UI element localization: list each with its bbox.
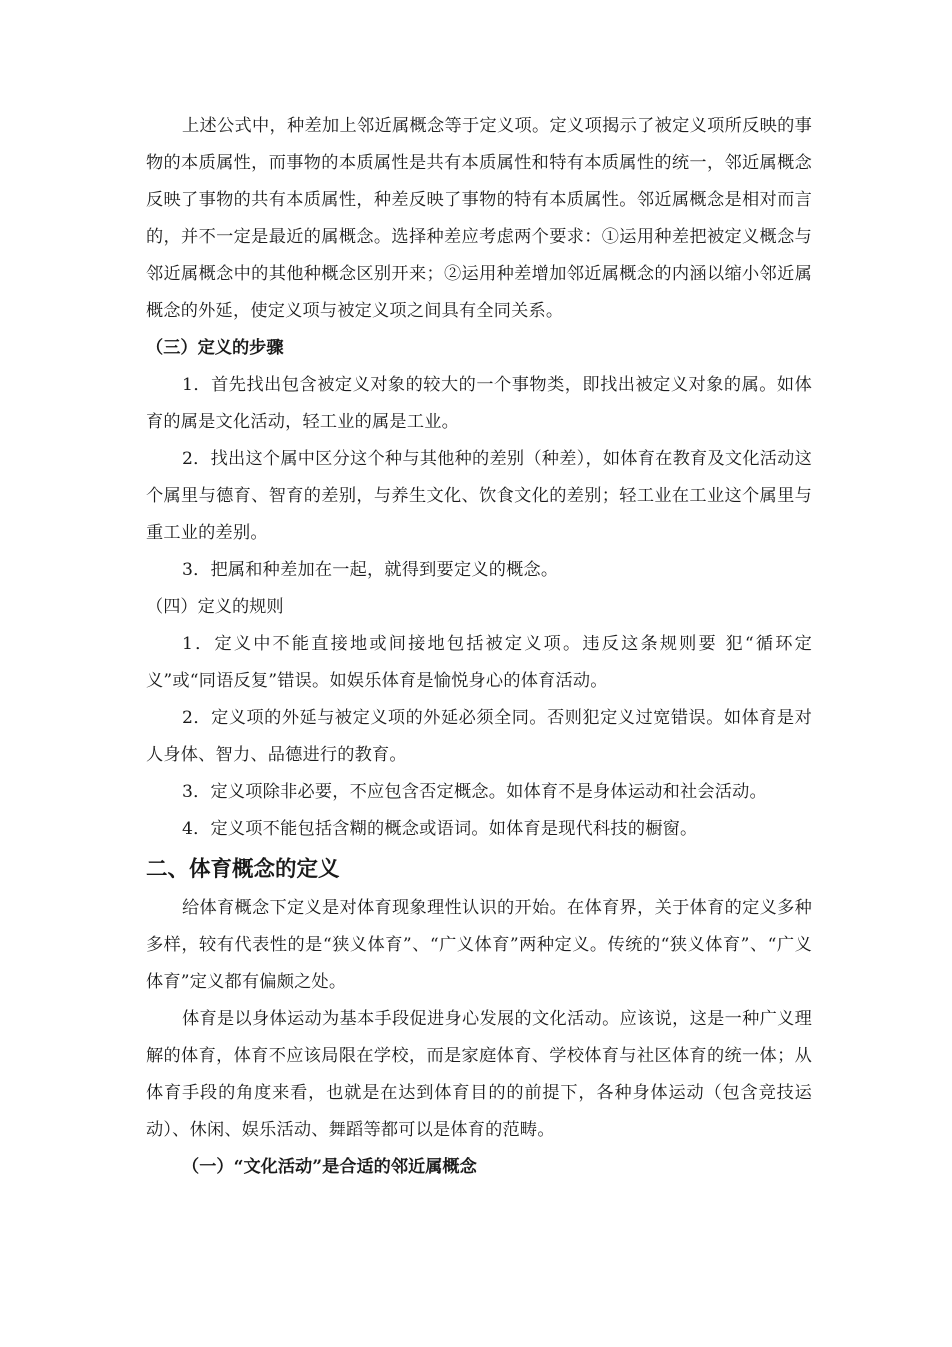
- step-item: 3．把属和种差加在一起，就得到要定义的概念。: [182, 560, 559, 580]
- rule-item: 3．定义项除非必要，不应包含否定概念。如体育不是身体运动和社会活动。: [182, 782, 767, 802]
- intro-paragraph: 上述公式中，种差加上邻近属概念等于定义项。定义项揭示了被定义项所反映的事物的本质属性，而事物的本质属性是共有本质属性和特有本质属性的统一，邻近属概念反映了事物的共有本质属性，种差反映了事物的特有本质属性。邻近属概念是相对而言的，并不一定是最近的属概念。选择种差应考虑两个要求：①运用种差把被定义概念与邻近属概念中的其他种概念区别开来；②运用种差增加邻近属概念的内涵以缩小邻近属概念的外延，使定义项与被定义项之间具有全同关系。: [146, 116, 812, 321]
- section-title: 二、体育概念的定义: [146, 857, 340, 882]
- subheading-culture-activity: （一）“文化活动”是合适的邻近属概念: [182, 1157, 477, 1177]
- rule-item: 1．定义中不能直接地或间接地包括被定义项。违反这条规则要 犯“循环定义”或“同语反复”错误。如娱乐体育是愉悦身心的体育活动。: [146, 634, 812, 691]
- section-paragraph: 体育是以身体运动为基本手段促进身心发展的文化活动。应该说，这是一种广义理解的体育，体育不应该局限在学校，而是家庭体育、学校体育与社区体育的统一体；从体育手段的角度来看，也就是在达到体育目的的前提下，各种身体运动（包含竞技运动）、休闲、娱乐活动、舞蹈等都可以是体育的范畴。: [146, 1009, 812, 1140]
- section-paragraph: 给体育概念下定义是对体育现象理性认识的开始。在体育界，关于体育的定义多种多样，较有代表性的是“狭义体育”、“广义体育”两种定义。传统的“狭义体育”、“广义体育”定义都有偏颇之处。: [146, 898, 812, 992]
- step-item: 1．首先找出包含被定义对象的较大的一个事物类，即找出被定义对象的属。如体育的属是文化活动，轻工业的属是工业。: [146, 375, 812, 432]
- rule-item: 2．定义项的外延与被定义项的外延必须全同。否则犯定义过宽错误。如体育是对人身体、智力、品德进行的教育。: [146, 708, 812, 765]
- heading-definition-rules: （四）定义的规则: [146, 597, 284, 617]
- heading-definition-steps: （三）定义的步骤: [146, 338, 284, 358]
- rule-item: 4．定义项不能包括含糊的概念或语词。如体育是现代科技的橱窗。: [182, 819, 698, 839]
- document-body: [146, 108, 812, 1186]
- step-item: 2．找出这个属中区分这个种与其他种的差别（种差），如体育在教育及文化活动这个属里与德育、智育的差别，与养生文化、饮食文化的差别；轻工业在工业这个属里与重工业的差别。: [146, 449, 812, 543]
